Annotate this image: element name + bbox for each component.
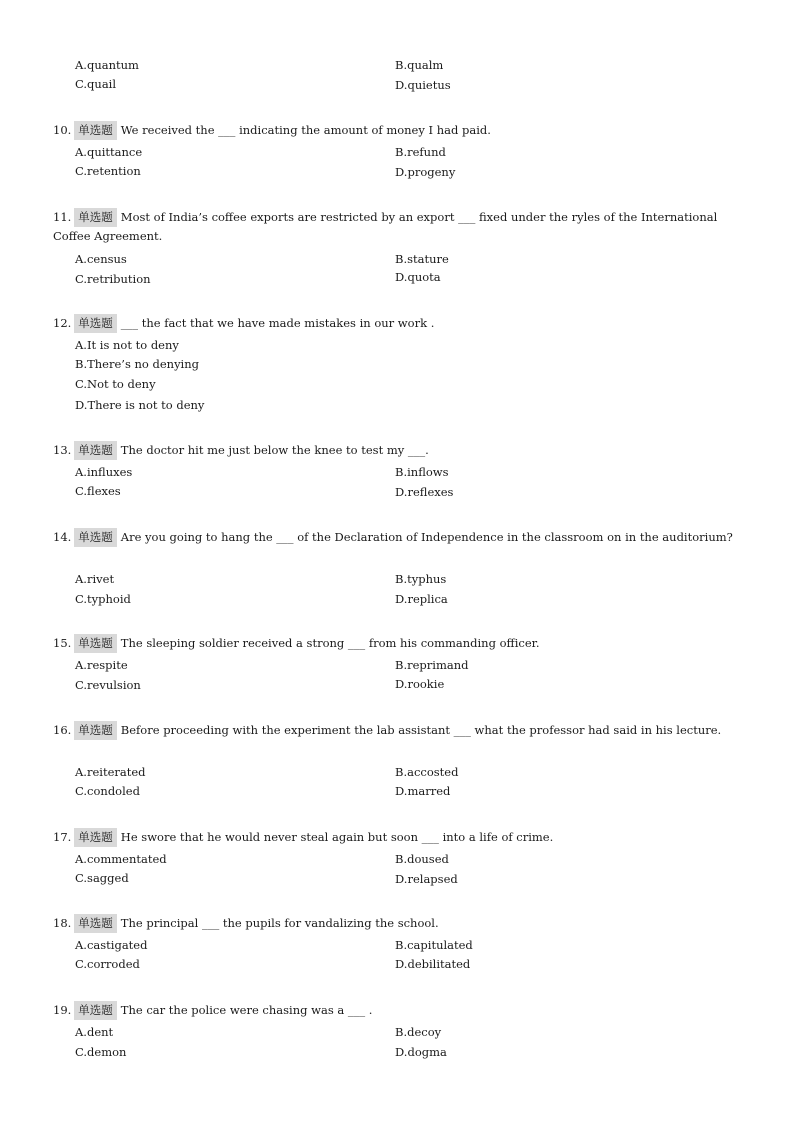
q12-option-c: C.Not to deny [75,377,156,391]
question-text: We received the ___ indicating the amount of money I had paid. [120,123,491,137]
q17-option-a: A.commentated [75,852,167,866]
question-type-tag: 单选题 [74,914,117,933]
q9-option-c: C.quail [75,77,117,91]
question-text: He swore that he would never steal again but soon ___ into a life of crime. [120,830,554,844]
question-number: 18. [53,916,72,930]
q19-option-c: C.demon [75,1045,127,1059]
question-text: The car the police were chasing was a ___ . [120,1003,373,1017]
question-number: 16. [53,723,72,737]
question-text: The principal ___ the pupils for vandalizing the school. [120,916,439,930]
q16-option-d: D.marred [395,784,451,798]
q10-option-a: A.quittance [75,145,143,159]
question-number: 19. [53,1003,72,1017]
question-text: Most of India’s coffee exports are restricted by an export ___ fixed under the ryles of the International Coffee Agreement. [53,210,729,243]
question-type-tag: 单选题 [74,721,117,740]
question-12 [53,314,753,333]
q12-option-a: A.It is not to deny [75,338,179,352]
q11-option-a: A.census [75,252,127,266]
q19-option-b: B.decoy [395,1025,442,1039]
question-number: 17. [53,830,72,844]
q9-option-d: D.quietus [395,78,451,92]
q16-option-c: C.condoled [75,784,140,798]
question-11 [53,208,753,246]
question-17 [53,828,753,847]
q12-option-b: B.There’s no denying [75,357,200,371]
q9-option-a: A.quantum [75,58,139,72]
q14-option-a: A.rivet [75,572,115,586]
question-13 [53,441,753,460]
q13-option-b: B.inflows [395,465,449,479]
q16-option-b: B.accosted [395,765,459,779]
question-type-tag: 单选题 [74,208,117,227]
q13-option-d: D.reflexes [395,485,454,499]
question-type-tag: 单选题 [74,121,117,140]
question-type-tag: 单选题 [74,634,117,653]
q13-option-a: A.influxes [75,465,133,479]
q14-option-b: B.typhus [395,572,447,586]
q11-option-d: D.quota [395,270,441,284]
q19-option-d: D.dogma [395,1045,447,1059]
q10-option-c: C.retention [75,164,141,178]
q14-option-d: D.replica [395,592,448,606]
q17-option-b: B.doused [395,852,449,866]
question-16 [53,721,753,740]
q16-option-a: A.reiterated [75,765,146,779]
question-number: 12. [53,316,72,330]
question-text: The sleeping soldier received a strong ___ from his commanding officer. [120,636,540,650]
question-text: The doctor hit me just below the knee to test my ___. [120,443,429,457]
q10-option-d: D.progeny [395,165,456,179]
q15-option-c: C.revulsion [75,678,141,692]
question-type-tag: 单选题 [74,828,117,847]
question-type-tag: 单选题 [74,528,117,547]
q11-option-c: C.retribution [75,272,151,286]
q18-option-a: A.castigated [75,938,148,952]
question-number: 11. [53,210,72,224]
question-15 [53,634,753,653]
question-18 [53,914,753,933]
q15-option-b: B.reprimand [395,658,469,672]
question-type-tag: 单选题 [74,441,117,460]
question-text: Are you going to hang the ___ of the Declaration of Independence in the classroom on in the auditorium? [120,530,733,544]
question-type-tag: 单选题 [74,1001,117,1020]
question-number: 13. [53,443,72,457]
question-10 [53,121,753,140]
question-text: Before proceeding with the experiment the lab assistant ___ what the professor had said in his lecture. [120,723,722,737]
q15-option-d: D.rookie [395,677,445,691]
q12-option-d: D.There is not to deny [75,398,205,412]
q18-option-c: C.corroded [75,957,140,971]
q11-option-b: B.stature [395,252,449,266]
q18-option-d: D.debilitated [395,957,471,971]
q14-option-c: C.typhoid [75,592,131,606]
q19-option-a: A.dent [75,1025,114,1039]
q10-option-b: B.refund [395,145,446,159]
question-number: 10. [53,123,72,137]
question-number: 15. [53,636,72,650]
question-text: ___ the fact that we have made mistakes in our work . [120,316,435,330]
q13-option-c: C.flexes [75,484,121,498]
q18-option-b: B.capitulated [395,938,473,952]
q17-option-d: D.relapsed [395,872,458,886]
q17-option-c: C.sagged [75,871,129,885]
q9-option-b: B.qualm [395,58,444,72]
question-14 [53,528,753,547]
q15-option-a: A.respite [75,658,128,672]
question-19 [53,1001,753,1020]
question-type-tag: 单选题 [74,314,117,333]
question-number: 14. [53,530,72,544]
